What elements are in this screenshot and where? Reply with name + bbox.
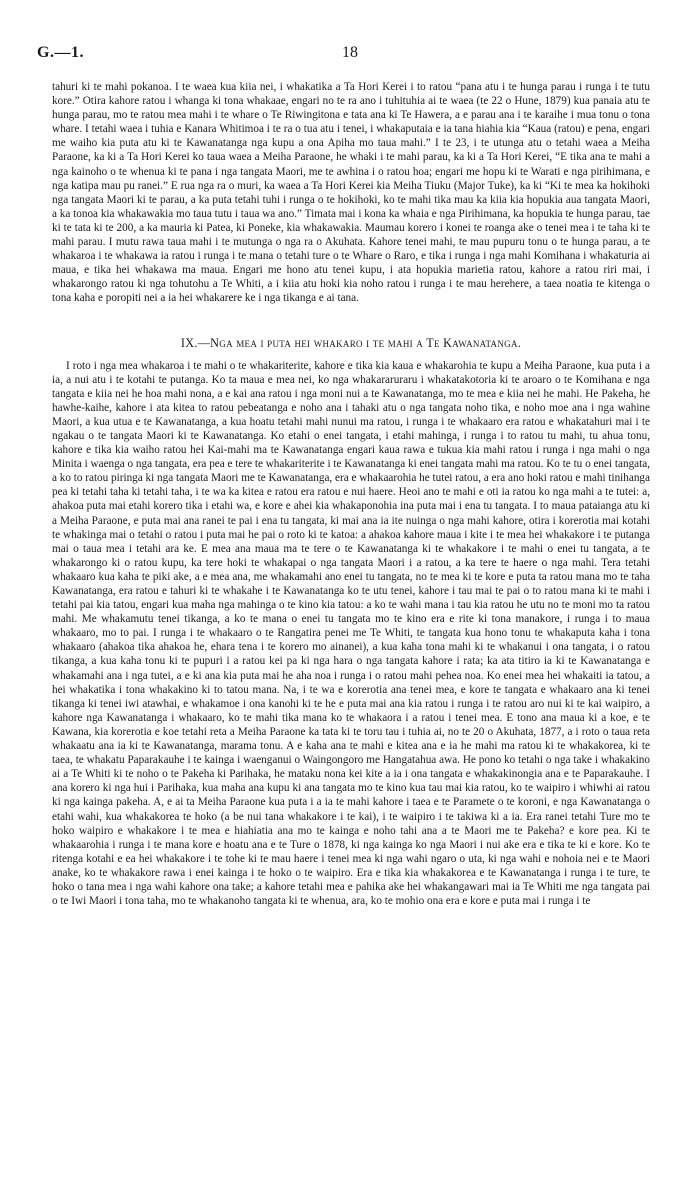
body-paragraph: I roto i nga mea whakaroa i te mahi o te whakariterite, kahore e tika kia kaua e whakarohia te kupu a Meiha Paraone, kua puta i a ia, a nui atu i te kotahi te putanga. Ko ta maua e mea nei, ko nga whakararuraru i whakatakotoria ki te aroaro o te Komihana e nga tangata e kiia nei he hoa mahi nona, a e kai ana ratou i nga moni nui a te Kawanatanga, mo te mea e kiia nei he mahi. He Pakeha, he hawhe-kaihe, kahore i ata kitea to ratou pebeatanga e noho ana i tahaki atu o nga tangata noho tika, e noho moe ana i nga wahine Maori, a kua utua e te Kawanatanga, a kua hoatu tetahi mahi nunui ma ratou, i runga i te whakaaro era ratou e whakatahuri mai i te ngakau o te tangata Maori ki te Kawanatanga. Ko etahi o enei tangata, i etahi mahinga, i runga i to ratou tu mahi, tu ahua tonu, kahore e tika kia waiho ratou hei Kai-mahi ma te Kawanatanga engari kaua rawa e tukua kia mahi ratou i runga i nga mahi o nga Minita i waenga o nga tangata, era pea e tere te whakariterite i te Kawanatanga ki enei tangata mahi ma ratou. Ko te tu o enei tangata, a ko to ratou piringa ki nga tangata Maori me te Kawanatanga, era e whakaarohia he tutei ratou, a era ano hoki ratou e mahi tinihanga pea ki tetahi taha ki tetahi taha, i te wa ka kitea e ratou era ratou e nui haere. Heoi ano te mahi e oti ia ratou ko nga mahi a te tutei: a, ahakoa puta mai etahi korero tika i etahi wa, e kore e ahei kia whakaponohia ina puta mai i ena tu tangata. I to maua pataianga atu ki a Meiha Paraone, e puta mai ana ranei te pai i ena tu tangata, ki mai ana ia ite nuinga o nga mahi kahore, otira i korerotia mai kotahi te whakinga mai o tetahi o ratou i puta mai he pai o roto ki te katoa: a ahakoa kahore maua i kite i te mea hei whakakore i te putanga mai o taua mea i tetahi ara ke. E mea ana maua ma te tere o te Kawanatanga ki te whakakore i te mahi o enei tu tangata, a te whakarongo ki o ratou kupu, ka tere hoki te whakapai o nga tangata Maori i a ratou, a ka tere te haere o nga mahi. Tera tetahi whakaaro kua kaha te piki ake, a e mea ana, me whakamahi ano enei tu tangata, no te mea ki te kore e puta ta ratou mana mo te taha Kawanatanga, era ratou e tahuri ki te whakahe i te Kawanatanga ko te utu tenei, kahore i tau mai te pai o to ratou mana ki te mahi i tetahi pai kia tatou, engari kua maha nga mahinga o te kino kia tatou: a ko te wahi mana i tau kia ratou he utu no te moni mo ta ratou mahi. Me whakamutu tenei tikanga, a ko te mana o enei tu tangata mo te kino era e rite ki tona manakore, i runga i to maua whakaaro, mo to pai. I runga i te whakaaro o te Rangatira penei me Te Whiti, te tangata kua hono tonu te whakaputa kaha i tona whakaaro (ahakoa tika ahakoa he, ehara tena i te korero mo ainanei), a kua kaha tona mahi ki te whakanui i ona tangata, i o ratou tikanga, a kua kaha tonu ki te pupuri i a ratou kei pa ki nga hara o nga tangata kahore i rata; ka ata titiro ia ki te Kawanatanga e whakamahi ana i nga tutei, a e ki ana kia puta mai he aha noa i runga i o ratou mahi pehea noa. Ko enei mea hei whakaiti ia tatou, a hei whakatika i tona whakakino ki to tatou mana. Na, i te wa e korerotia ana tenei mea, e kore te tangata e whakaaro ana ki tenei tikanga ki tenei iwi atawhai, e whakamoe i ona kanohi ki te he e puta mai ana kia ratou i runga i te ratou aro nui ki te kai waipiro, a kahore nga Kawanatanga i whakaaro, ko te mahi tika mana ko te whakaora i a ratou i tenei mea. E tono ana maua ki a koe, e te Kawana, kia korerotia e koe tetahi reta a Meiha Paraone ka tata ki te toru tau i tuhia ai, no te 20 o Akuhata, 1877, a i roto o taua reta whakaatu ana ia ki te Kawanatanga, marama tonu. A e kaha ana te mahi e kitea ana e ia he mahi ma ratou ki te whakakorea, ki te taea, te whakatu Paparakauhe i te kainga i waenganui o Waingongoro me Hangatahua awa. He pono ko tetahi o nga take i whakakino ai a Te Whiti ki te noho o te Pakeha ki Parihaka, he mataku nona kei kite a ia i ona tangata e whakakinongia ana e te Paparakauhe. I ana korero ki nga hui i Parihaka, kua maha ana kupu ki ana tangata mo te kino kua tau mai kia ratou, ko te waipiro i whiwhi ai ratou ki nga kainga pakeha. A, e ai ta Meiha Paraone kua puta i a ia te mahi kahore i taea e te Paramete o te koroni, e nga Kawanatanga o etahi wahi, kua whakakorea te hoko (a be nui tana whakakore i te kai), i te waipiro i te takiwa ki a ia. Era ranei tetahi Ture mo te hoko waipiro e whakakore i te mea e hiahiatia ana mo te kainga e noho tahi ana a te Maori me te Pakeha? e kore pea. Ki te whakaarohia i runga i te mana kore e hoatu ana e te Ture o 1878, ki nga kainga ko nga Maori i nui ake era e tika te ki e kore. Ko te ritenga kotahi e ea hei whakakore i te tohe ki te mau haere i tenei mea ki nga wahi ngaro o uta, ki nga wahi e nohoia nei e te Maori anake, ko te whakakore rawa i enei kainga i te hoko o te waipiro. Era e tika kia whakakorea e te Kawanatanga i runga i te ture, te hoko o tana mea i nga wahi kahore ona take; a kahore tetahi mea e pahika ake hei whakangawari mai ia Te Whiti me nga tangata pai o te Iwi Maori i tona taha, mo te whakanoho tangata ki te whenua, ara, ko te mohio ona era e kore e puta mai i runga i te [52, 359, 650, 908]
section-heading-numeral: IX.—N [180, 335, 220, 350]
document-body [52, 80, 650, 908]
section-heading [52, 336, 650, 351]
page-reference: G.—1. [37, 44, 84, 61]
body-paragraph: tahuri ki te mahi pokanoa. I te waea kua kiia nei, i whakatika a Ta Hori Kerei i to ratou “pana atu i te hunga parau i runga i te tutu kore.” Otira kahore ratou i whanga ki tona whakaae, engari no te ra ano i tuhituhia ai te waea (te 22 o Hune, 1879) kua panaia atu te hunga parau, mo te ratou mea mahi i te whare o Te Riwingitona e tata ana ki Te Hawera, a e parau ana i te karaihe i mua tonu o tona whare. I tetahi waea i tuhia e Kanara Whitimoa i te ra o tua atu i tenei, i whakaputaia e ia tana hiahia kia “Kaua (ratou) e pena, engari me waiho kia puta atu ki te Kawanatanga nga kupu a ona Apiha mo taua mahi.” I te 23, i te utunga atu o tetahi waea a Meiha Paraone, ka ki a Ta Hori Kerei ko taua waea a Meiha Paraone, he whaki i te mahi parau, ka ki a Ta Hori Kerei, “E tika ana te mahi a nga kainoho o te whenua ki te pana i nga tangata Maori, me te awhina i o ratou hoa; engari me hopu ki te Warati e nga pirihimana, e nga katipa mau pu ranei.” E rua nga ra o muri, ka waea a Ta Hori Kerei kia Meiha Tiuku (Major Tuke), ka ki “Ki te mea ka hokihoki nga tangata Maori ki te parau, a ka puta tetahi tuhi i runga o te hokihoki, ko te mahi tika mau ka kiia kia hopukia aua tangata Maori, a ka tonoa kia whakawakia mo taua tutu i taua wa ano.” Timata mai i kona ka whaia e nga Pirihimana, ka hopukia te hunga parau, tae ki te tata ki te 200, a ka mauria ki Patea, ki Poneke, kia whakawakia. Maumau korero i konei te roanga ake o tenei mea i te taha ki te mahi parau. I mutu rawa taua mahi i te mutunga o nga ra o Akuhata. Kahore tenei mahi, te mau pupuru tonu o te hunga parau, a te whakaroa i te whakawa ia ratou i runga i te mana o tetahi ture o te Whare o Raro, e tika i runga i nga mahi Komihana i whakaturia ai maua, e tika hei whakawa ma maua. Engari me hono atu tenei kupu, i ata hopukia marietia ratou, kahore a ratou riri mai, i whakarongo ratou ki nga tohutohu a Te Whiti, a i kiia atu hoki kia noho ratou i runga i te mau herehere, a taea noatia te kitenga o tona kaha e poropiti nei a ia hei whakarere ke i nga tikanga e ai tana. [52, 81, 650, 305]
section-heading-text: ga mea i puta hei whakaro i te mahi a Te Kawanatanga. [219, 335, 522, 350]
page-header [37, 44, 663, 68]
page-number: 18 [342, 44, 358, 61]
